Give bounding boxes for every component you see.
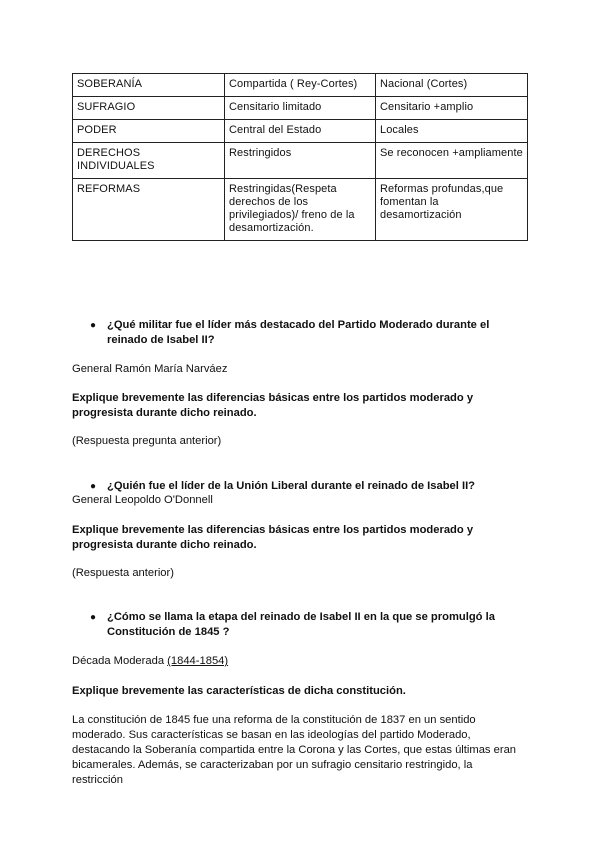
table-row bbox=[73, 120, 528, 143]
answer-differences-2: (Respuesta anterior) bbox=[72, 567, 174, 579]
table-cell-concept: SOBERANÍA bbox=[73, 74, 225, 97]
table-row bbox=[73, 179, 528, 241]
table-cell-concept: DERECHOS INDIVIDUALES bbox=[73, 143, 225, 179]
table-cell-concept: SUFRAGIO bbox=[73, 97, 225, 120]
bullet-1: ● bbox=[90, 320, 97, 331]
table-row bbox=[73, 97, 528, 120]
question-leader-union-liberal: ¿Quién fue el líder de la Unión Liberal durante el reinado de Isabel II? bbox=[107, 480, 476, 492]
bullet-3: ● bbox=[90, 612, 97, 623]
question-constitution-features: Explique brevemente las características de dicha constitución. bbox=[72, 685, 406, 697]
bullet-2: ● bbox=[90, 481, 97, 492]
answer-stage-name: Década Moderada bbox=[72, 655, 168, 667]
table-cell-concept: REFORMAS bbox=[73, 179, 225, 241]
table-cell-moderado: Central del Estado bbox=[225, 120, 376, 143]
question-leader-moderado: ¿Qué militar fue el líder más destacado del Partido Moderado durante el reinado de Isabel II? bbox=[107, 319, 490, 346]
answer-stage-dates: (1844-1854) bbox=[167, 655, 229, 667]
table-cell-progresista: Locales bbox=[376, 120, 528, 143]
table-row bbox=[73, 143, 528, 179]
comparison-table bbox=[72, 73, 528, 241]
table-cell-progresista: Censitario +amplio bbox=[376, 97, 528, 120]
table-cell-moderado: Restringidos bbox=[225, 143, 376, 179]
answer-differences-1: (Respuesta pregunta anterior) bbox=[72, 435, 222, 447]
answer-constitution-stage bbox=[72, 654, 228, 669]
table-cell-moderado: Compartida ( Rey-Cortes) bbox=[225, 74, 376, 97]
question-differences-1: Explique brevemente las diferencias básicas entre los partidos moderado y progresista durante dicho reinado. bbox=[72, 392, 474, 419]
table-cell-moderado: Restringidas(Respeta derechos de los privilegiados)/ freno de la desamortización. bbox=[225, 179, 376, 241]
answer-leader-union-liberal: General Leopoldo O'Donnell bbox=[72, 494, 213, 506]
table-cell-progresista: Reformas profundas,que fomentan la desamortización bbox=[376, 179, 528, 241]
answer-constitution-features: La constitución de 1845 fue una reforma de la constitución de 1837 en un sentido moderado. Sus características se basan en las ideologías del partido Moderado, destacando la Soberanía compartida entre la Corona y las Cortes, que estas últimas eran bicamerales. Además, se caracterizaban por un sufragio censitario restringido, la restricción bbox=[72, 714, 517, 786]
table-cell-moderado: Censitario limitado bbox=[225, 97, 376, 120]
answer-leader-moderado: General Ramón María Narváez bbox=[72, 363, 228, 375]
question-differences-2: Explique brevemente las diferencias básicas entre los partidos moderado y progresista durante dicho reinado. bbox=[72, 524, 474, 551]
table-cell-progresista: Nacional (Cortes) bbox=[376, 74, 528, 97]
question-constitution-stage: ¿Cómo se llama la etapa del reinado de Isabel II en la que se promulgó la Constitución de 1845 ? bbox=[107, 611, 495, 638]
table-row bbox=[73, 74, 528, 97]
table-cell-progresista: Se reconocen +ampliamente bbox=[376, 143, 528, 179]
table-cell-concept: PODER bbox=[73, 120, 225, 143]
